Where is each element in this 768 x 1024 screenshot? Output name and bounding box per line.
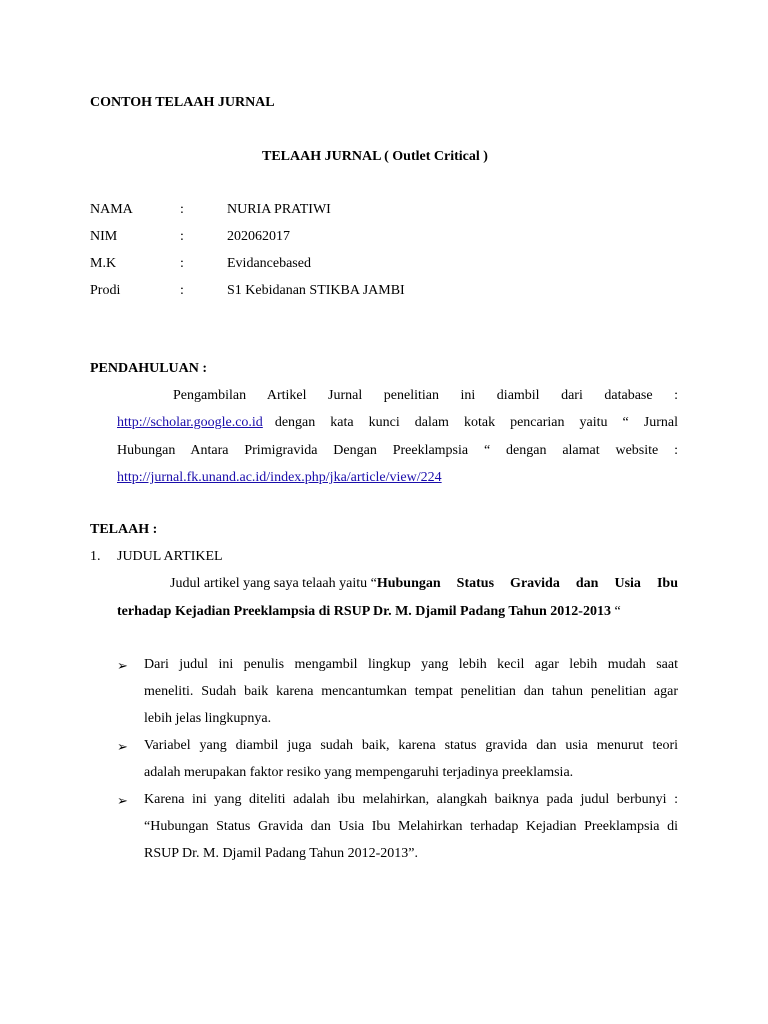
identity-label-prodi: Prodi: [90, 283, 121, 298]
judul-line-2: [117, 602, 621, 622]
identity-value-nim: 202062017: [227, 229, 290, 244]
review-heading: TELAAH :: [90, 522, 158, 537]
journal-article-link[interactable]: http://jurnal.fk.unand.ac.id/index.php/jka/article/view/224: [117, 470, 442, 485]
identity-value-nama: NURIA PRATIWI: [227, 202, 331, 217]
bullet-1-line-3: lebih jelas lingkupnya.: [144, 711, 272, 726]
intro-line-2: [117, 413, 678, 433]
arrow-bullet-icon: ➢: [117, 658, 128, 673]
bullet-3-line-1: Karena ini yang diteliti adalah ibu melahirkan, alangkah baiknya pada judul berbunyi :: [144, 792, 678, 807]
arrow-bullet-icon: ➢: [117, 739, 128, 754]
arrow-bullet-icon: ➢: [117, 793, 128, 808]
list-number-1: 1.: [90, 549, 101, 564]
bullet-3-line-3: RSUP Dr. M. Djamil Padang Tahun 2012-2013”.: [144, 846, 418, 861]
page-title: TELAAH JURNAL ( Outlet Critical ): [262, 149, 488, 164]
intro-heading: PENDAHULUAN :: [90, 361, 208, 376]
bullet-3-line-2: “Hubungan Status Gravida dan Usia Ibu Melahirkan terhadap Kejadian Preeklampsia di: [144, 819, 678, 834]
identity-value-prodi: S1 Kebidanan STIKBA JAMBI: [227, 283, 405, 298]
intro-line-2-text: dengan kata kunci dalam kotak pencarian yaitu “ Jurnal: [274, 415, 678, 430]
judul-suffix: “: [610, 604, 621, 619]
intro-line-1: Pengambilan Artikel Jurnal penelitian ini diambil dari database :: [173, 388, 678, 403]
identity-label-mk: M.K: [90, 256, 117, 271]
identity-sep: :: [180, 283, 184, 298]
identity-sep: :: [180, 229, 184, 244]
judul-prefix: Judul artikel yang saya telaah yaitu “: [170, 576, 377, 591]
judul-bold-2: terhadap Kejadian Preeklampsia di RSUP Dr. M. Djamil Padang Tahun 2012-2013: [117, 604, 611, 619]
intro-line-4: [117, 468, 442, 488]
bullet-2-line-1: Variabel yang diambil juga sudah baik, karena status gravida dan usia menurut teori: [144, 738, 678, 753]
scholar-link[interactable]: http://scholar.google.co.id: [117, 415, 263, 430]
identity-value-mk: Evidancebased: [227, 256, 311, 271]
bullet-2-line-2: adalah merupakan faktor resiko yang mempengaruhi terjadinya preeklamsia.: [144, 765, 574, 780]
bullet-1-line-2: meneliti. Sudah baik karena mencantumkan tempat penelitian dan tahun penelitian agar: [144, 684, 678, 699]
top-heading: CONTOH TELAAH JURNAL: [90, 95, 275, 110]
identity-label-nama: NAMA: [90, 202, 133, 217]
intro-line-3: Hubungan Antara Primigravida Dengan Preeklampsia “ dengan alamat website :: [117, 443, 678, 458]
bullet-1-line-1: Dari judul ini penulis mengambil lingkup yang lebih kecil agar lebih mudah saat: [144, 657, 678, 672]
judul-bold-1: Hubungan Status Gravida dan Usia Ibu: [376, 576, 678, 591]
identity-label-nim: NIM: [90, 229, 118, 244]
list-item-title-judul-artikel: JUDUL ARTIKEL: [117, 549, 223, 564]
identity-sep: :: [180, 256, 184, 271]
identity-sep: :: [180, 202, 184, 217]
judul-line-1: [117, 574, 678, 594]
